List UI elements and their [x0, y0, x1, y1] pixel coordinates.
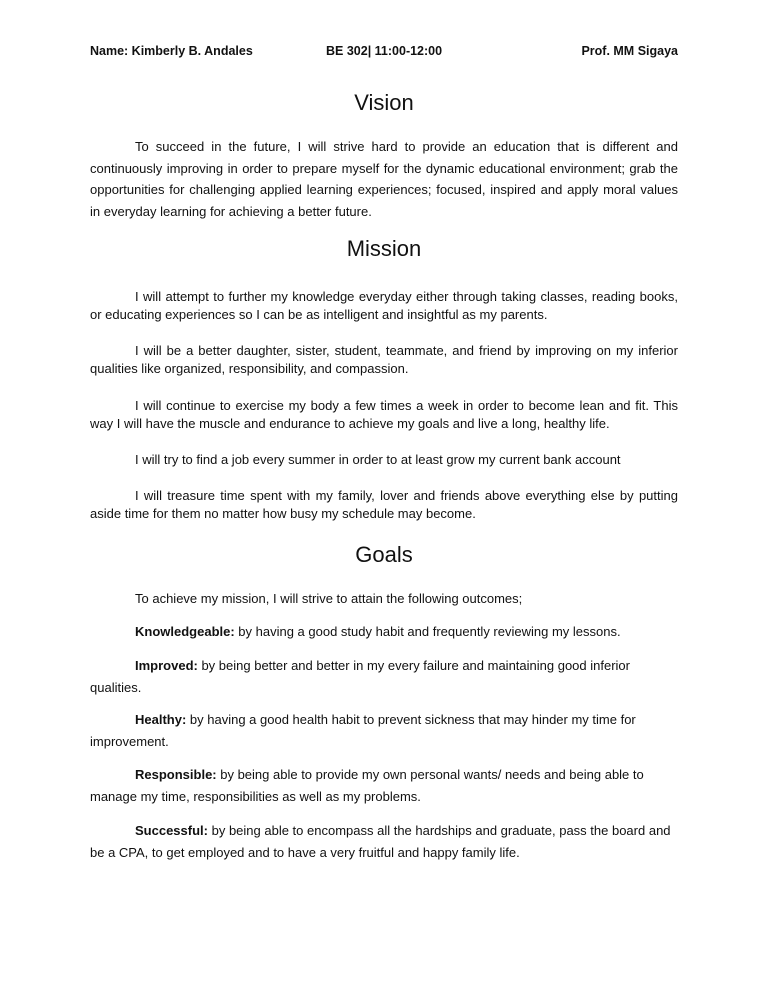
goal-term: Improved:: [135, 658, 198, 673]
course-schedule: BE 302| 11:00-12:00: [326, 44, 443, 58]
goal-term: Knowledgeable:: [135, 624, 235, 639]
goals-intro: To achieve my mission, I will strive to attain the following outcomes;: [135, 591, 523, 606]
goal-description: by being able to provide my own personal wants/ needs and being able to manage my time, responsibilities as well as my problems.: [90, 767, 644, 804]
goal-item: [90, 820, 678, 863]
mission-paragraph-3: I will continue to exercise my body a few times a week in order to become lean and fit. This way I will have the muscle and endurance to achieve my goals and live a long, healthy life.: [90, 398, 678, 431]
goal-term: Healthy:: [135, 712, 187, 727]
goal-description: by being able to encompass all the hardships and graduate, pass the board and be a CPA, to get employed and to have a very fruitful and happy family life.: [90, 823, 671, 860]
goal-description: by having a good study habit and frequently reviewing my lessons.: [234, 624, 621, 639]
professor-name: Prof. MM Sigaya: [581, 44, 678, 58]
document-header: [90, 44, 678, 64]
mission-paragraph-2: I will be a better daughter, sister, student, teammate, and friend by improving on my inferior qualities like organized, responsibility, and compassion.: [90, 343, 678, 376]
mission-heading: Mission: [346, 236, 422, 261]
goal-item: [90, 709, 678, 752]
student-name: Name: Kimberly B. Andales: [90, 44, 253, 58]
goal-item: [90, 621, 678, 643]
vision-heading: Vision: [354, 90, 414, 115]
goal-term: Successful:: [135, 823, 208, 838]
goal-item: [90, 655, 678, 698]
mission-paragraph-4: I will try to find a job every summer in order to at least grow my current bank account: [135, 452, 621, 467]
vision-paragraph: To succeed in the future, I will strive hard to provide an education that is different and continuously improving in order to prepare myself for the dynamic educational environment; grab the opportunities for challenging applied learning experiences; focused, inspired and apply moral values in everyday learning for achieving a better future.: [90, 139, 678, 219]
goal-description: by having a good health habit to prevent sickness that may hinder my time for improvement.: [90, 712, 636, 749]
goal-item: [90, 764, 678, 807]
mission-paragraph-5: I will treasure time spent with my family, lover and friends above everything else by putting aside time for them no matter how busy my schedule may become.: [90, 488, 678, 521]
goal-description: by being better and better in my every failure and maintaining good inferior qualities.: [90, 658, 630, 695]
mission-paragraph-1: I will attempt to further my knowledge everyday either through taking classes, reading books, or educating experiences so I can be as intelligent and insightful as my parents.: [90, 289, 678, 322]
goal-term: Responsible:: [135, 767, 217, 782]
goals-heading: Goals: [355, 542, 413, 567]
